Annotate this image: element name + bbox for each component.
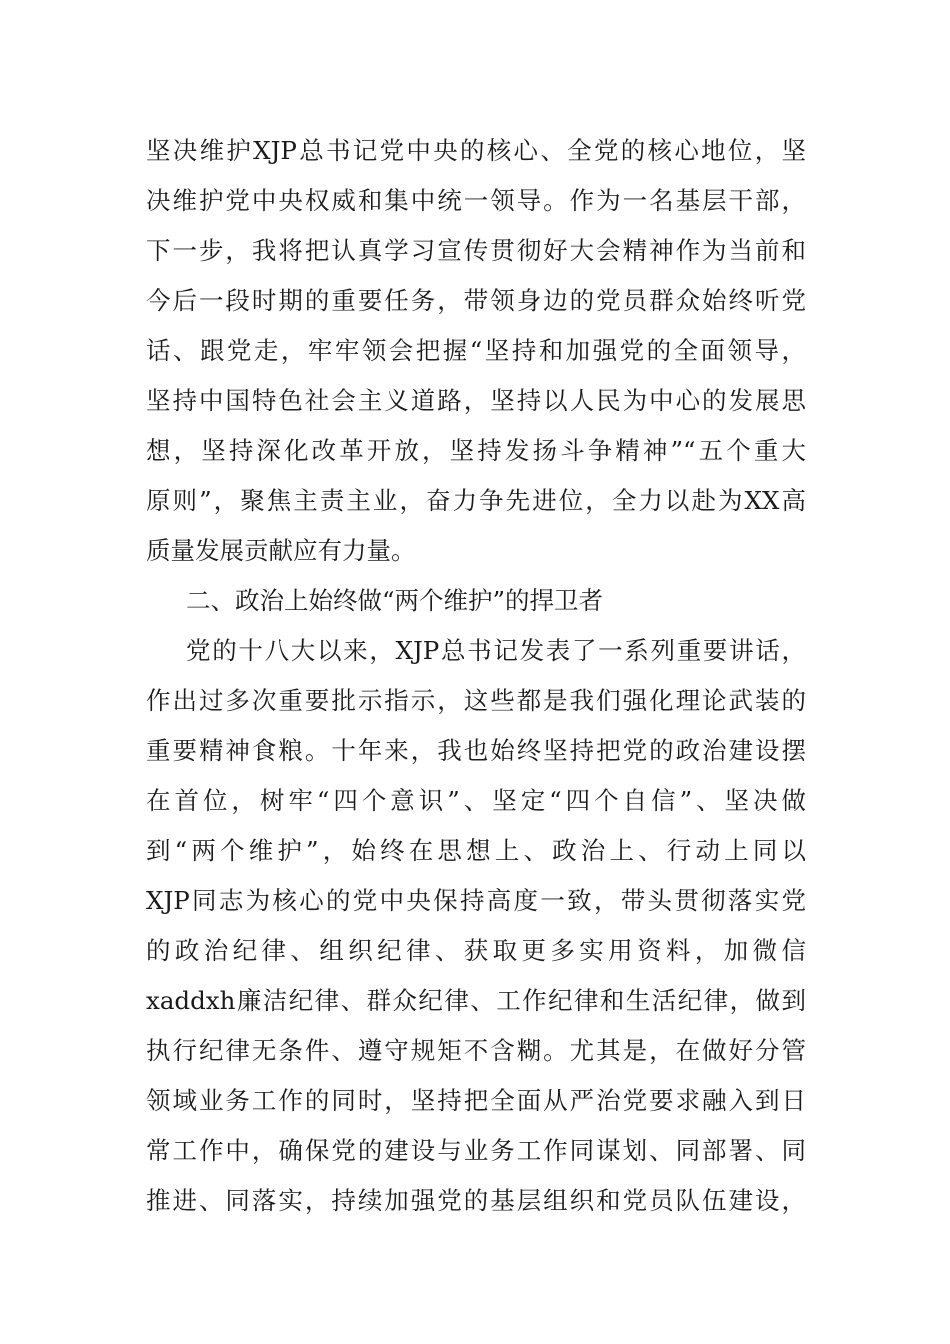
paragraph-line: 党的十八大以来，XJP总书记发表了一系列重要讲话， [186, 636, 806, 665]
paragraph-line: 执行纪律无条件、遵守规矩不含糊。尤其是，在做好分管 [146, 1036, 806, 1065]
paragraph-line: 质量发展贡献应有力量。 [146, 536, 416, 565]
paragraph-line: 重要精神食粮。十年来，我也始终坚持把党的政治建设摆 [146, 736, 806, 765]
paragraph-line: 想，坚持深化改革开放，坚持发扬斗争精神”“五个重大 [146, 436, 806, 465]
paragraph-line: XJP同志为核心的党中央保持高度一致，带头贯彻落实党 [146, 886, 806, 915]
paragraph-line: 的政治纪律、组织纪律、获取更多实用资料，加微信 [146, 936, 806, 965]
paragraph-line: 坚决维护XJP总书记党中央的核心、全党的核心地位，坚 [146, 136, 806, 165]
paragraph-line: 领域业务工作的同时，坚持把全面从严治党要求融入到日 [146, 1086, 806, 1115]
paragraph-line: 原则”，聚焦主责主业，奋力争先进位，全力以赴为XX高 [146, 486, 806, 515]
paragraph-line: 决维护党中央权威和集中统一领导。作为一名基层干部， [146, 186, 806, 215]
paragraph-line: 话、跟党走，牢牢领会把握“坚持和加强党的全面领导， [146, 336, 806, 365]
paragraph-line: 在首位，树牢“四个意识”、坚定“四个自信”、坚决做 [146, 786, 806, 815]
paragraph-line: 推进、同落实，持续加强党的基层组织和党员队伍建设， [146, 1186, 806, 1215]
paragraph-line: 作出过多次重要批示指示，这些都是我们强化理论武装的 [146, 686, 806, 715]
paragraph-line: 今后一段时期的重要任务，带领身边的党员群众始终听党 [146, 286, 806, 315]
section-heading: 二、政治上始终做“两个维护”的捍卫者 [186, 586, 604, 615]
paragraph-line: xaddxh廉洁纪律、群众纪律、工作纪律和生活纪律，做到 [146, 986, 806, 1015]
paragraph-line: 常工作中，确保党的建设与业务工作同谋划、同部署、同 [146, 1136, 806, 1165]
paragraph-line: 坚持中国特色社会主义道路，坚持以人民为中心的发展思 [146, 386, 806, 415]
paragraph-line: 到“两个维护”，始终在思想上、政治上、行动上同以 [146, 836, 806, 865]
paragraph-line: 下一步，我将把认真学习宣传贯彻好大会精神作为当前和 [146, 236, 806, 265]
